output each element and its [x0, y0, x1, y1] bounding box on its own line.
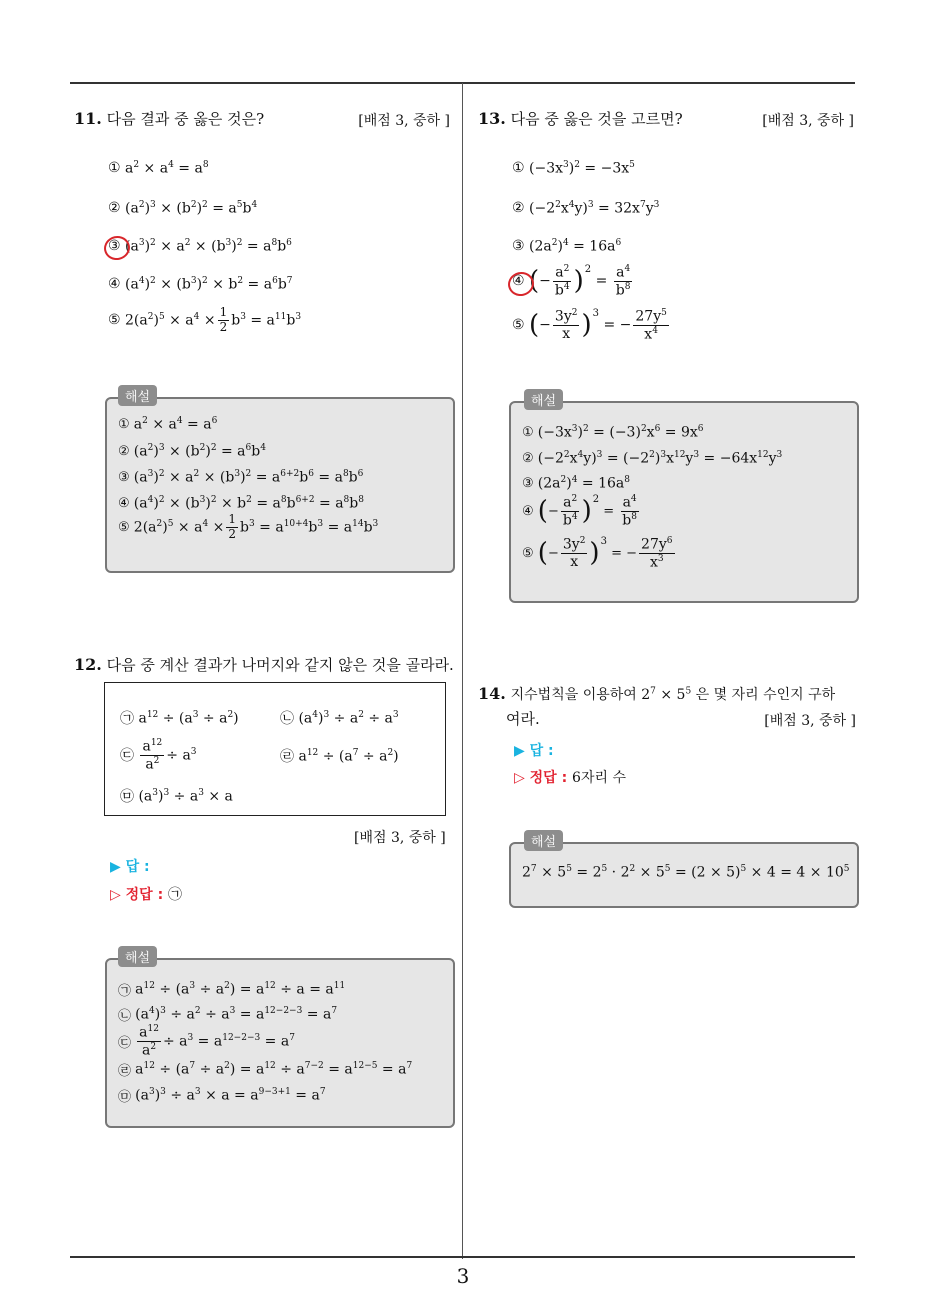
option-mark: ② [108, 200, 121, 217]
q12-answer-field[interactable]: ▶ 답 : [110, 859, 150, 875]
fraction: $\frac{a^2}{b^4}$ [554, 264, 570, 299]
q11-option-2[interactable] [108, 200, 257, 217]
fraction: $\frac{a^4}{b^8}$ [622, 494, 637, 529]
q12-solution-line-1: ㉠ $a^{12} \div (a^3 \div a^2) = a^{12} \div a = a^{11}$ [118, 981, 346, 999]
q11-solution-line-4: ④ $(a^4)^2 \times (b^3)^2 \times b^2 = a^8b^{6+2} = a^8b^8$ [118, 495, 364, 512]
question-number: 13. [478, 109, 506, 128]
q13-option-4[interactable]: ④ ( − $\frac{a^2}{b^4}$ ) 2 = $\frac{a^4}{b^8}$ [512, 263, 631, 299]
option-mark: ① [108, 160, 121, 177]
q13-solution-line-4: ④ ( − $\frac{a^2}{b^4}$ ) 2 = $\frac{a^4}{b^8}$ [522, 493, 637, 529]
fraction: $\frac{a^{12}}{a^2}$ [142, 738, 163, 773]
question-12 [74, 654, 454, 680]
fraction: $\frac{27y^6}{x^3}$ [641, 536, 673, 571]
q12-correct-answer: ▷ 정답 : ㉠ [110, 887, 183, 903]
q11-option-4[interactable] [108, 276, 293, 293]
question-text: 다음 결과 중 옳은 것은? [106, 110, 265, 128]
fraction: $\frac{27y^5}{x^4}$ [635, 308, 667, 343]
q12-solution-line-3: ㉢ $\frac{a^{12}}{a^2}$ ÷ $a^3 = a^{12-2-3} = a^7$ [118, 1024, 295, 1059]
q14-answer-field[interactable]: ▶ 답 : [514, 743, 554, 759]
q12-solution-line-4: ㉣ $a^{12} \div (a^7 \div a^2) = a^{12} \div a^{7-2} = a^{12-5} = a^7$ [118, 1061, 413, 1079]
q13-option-1[interactable]: ① $(-3x^3)^2 = -3x^5$ [512, 160, 635, 177]
q12-choice-4[interactable]: ㉣ $a^{12} \div (a^7 \div a^2)$ [280, 747, 399, 765]
fraction: $\frac{a^{12}}{a^2}$ [139, 1024, 159, 1059]
fraction: $\frac{3y^2}{x}$ [554, 308, 578, 343]
q13-option-3[interactable]: ③ $(2a^2)^4 = 16a^6$ [512, 238, 622, 255]
question-13-header [478, 108, 854, 134]
bottom-rule [70, 1256, 855, 1258]
question-text: 다음 중 계산 결과가 나머지와 같지 않은 것을 골라라. [106, 656, 454, 674]
option-mark: ③ [108, 238, 121, 255]
question-11-header [74, 108, 450, 134]
question-13 [478, 108, 854, 134]
q11-option-5[interactable] [108, 306, 301, 335]
score-label: [배점 3, 중하 ] [764, 713, 856, 729]
q11-solution-line-3: ③ $(a^3)^2 \times a^2 \times (b^3)^2 = a^{6+2}b^6 = a^8b^6$ [118, 469, 364, 486]
q13-option-5[interactable]: ⑤ ( − $\frac{3y^2}{x}$ ) 3 = − $\frac{27y^5}{x^4}$ [512, 307, 667, 343]
option-expr: $(a^4)^2 \times (b^3)^2 \times b^2 = a^6b^7$ [125, 276, 293, 293]
q13-solution-line-1: ① $(-3x^3)^2 = (-3)^2x^6 = 9x^6$ [522, 424, 704, 441]
question-number: 12. [74, 655, 102, 674]
question-11 [74, 108, 450, 134]
option-expr: $(a^3)^2 \times a^2 \times (b^3)^2 = a^8b^6$ [125, 238, 292, 255]
q11-solution-line-5: ⑤ $2(a^2)^5 \times a^4$ × $\frac{1}{2}$ $b^3 = a^{10+4}b^3 = a^{14}b^3$ [118, 512, 379, 541]
question-14-line-2 [478, 708, 858, 732]
q13-solution-line-3: ③ $(2a^2)^4 = 16a^8$ [522, 475, 630, 492]
q11-option-1[interactable] [108, 160, 209, 177]
option-expr-pre: $2(a^2)^5 \times a^4$ × [125, 311, 216, 329]
q12-score: [배점 3, 중하 ] [354, 830, 446, 846]
column-divider [462, 83, 463, 1259]
q11-option-3[interactable] [108, 238, 292, 255]
option-expr: $a^2 \times a^4 = a^8$ [125, 160, 209, 177]
q14-correct-answer: ▷ 정답 : 6자리 수 [514, 770, 626, 786]
option-expr: $(a^2)^3 \times (b^2)^2 = a^5b^4$ [125, 200, 258, 217]
question-number: 11. [74, 109, 102, 128]
q13-solution-line-5: ⑤ ( − $\frac{3y^2}{x}$ ) 3 = − $\frac{27y^6}{x^3}$ [522, 535, 673, 571]
fraction: $\frac{a^4}{b^8}$ [615, 264, 631, 299]
q13-solution-line-2: ② $(-2^2x^4y)^3 = (-2^2)^3x^{12}y^3 = -64x^{12}y^3$ [522, 450, 783, 467]
option-mark: ⑤ [108, 312, 121, 329]
q12-choice-3[interactable]: ㉢ $\frac{a^{12}}{a^2}$ ÷ $a^3$ [120, 738, 197, 773]
q12-solution-line-2: ㉡ $(a^4)^3 \div a^2 \div a^3 = a^{12-2-3} = a^7$ [118, 1006, 338, 1024]
fraction: $\frac{3y^2}{x}$ [562, 536, 586, 571]
q14-solution-line: $2^7 \times 5^5 = 2^5 \cdot 2^2 \times 5^5 = (2 \times 5)^5 \times 4 = 4 \times 10^5$ [522, 864, 850, 881]
correct-value: ㉠ [168, 887, 183, 903]
q12-choice-2[interactable]: ㉡ $(a^4)^3 \div a^2 \div a^3$ [280, 709, 399, 727]
question-text: 다음 중 옳은 것을 고르면? [510, 110, 683, 128]
question-14-line-1 [478, 684, 858, 704]
q12-choice-5[interactable]: ㉤ $(a^3)^3 \div a^3 \times a$ [120, 787, 233, 805]
option-mark: ④ [108, 276, 121, 293]
q11-solution-line-2: ② $(a^2)^3 \times (b^2)^2 = a^6b^4$ [118, 443, 266, 460]
q12-choice-1[interactable]: ㉠ $a^{12} \div (a^3 \div a^2)$ [120, 709, 239, 727]
fraction: $\frac{a^2}{b^4}$ [562, 494, 578, 529]
solution-tag: 해설 [118, 385, 157, 406]
question-number: 14. [478, 684, 506, 703]
score-label: [배점 3, 중하 ] [358, 113, 450, 129]
question-text-cont: 여라. [506, 710, 540, 728]
score-label: [배점 3, 중하 ] [762, 113, 854, 129]
option-expr-post: $b^3 = a^{11}b^3$ [231, 311, 302, 329]
solution-tag: 해설 [118, 946, 157, 967]
q12-solution-line-5: ㉤ $(a^3)^3 \div a^3 \times a = a^{9-3+1} = a^7$ [118, 1087, 326, 1105]
q13-option-2[interactable]: ② $(-2^2x^4y)^3 = 32x^7y^3$ [512, 200, 660, 217]
question-text: 지수법칙을 이용하여 $2^7 \times 5^5$ 은 몇 자리 수인지 구하 [510, 686, 836, 703]
fraction: $\frac{1}{2}$ [228, 512, 236, 541]
solution-tag: 해설 [524, 830, 563, 851]
question-14 [478, 684, 858, 732]
solution-tag: 해설 [524, 389, 563, 410]
page-number: 3 [456, 1264, 470, 1288]
q11-solution-line-1: ① $a^2 \times a^4 = a^6$ [118, 416, 218, 433]
correct-value: 6자리 수 [572, 770, 626, 786]
question-12-header [74, 654, 454, 680]
fraction: $\frac{1}{2}$ [219, 305, 228, 334]
